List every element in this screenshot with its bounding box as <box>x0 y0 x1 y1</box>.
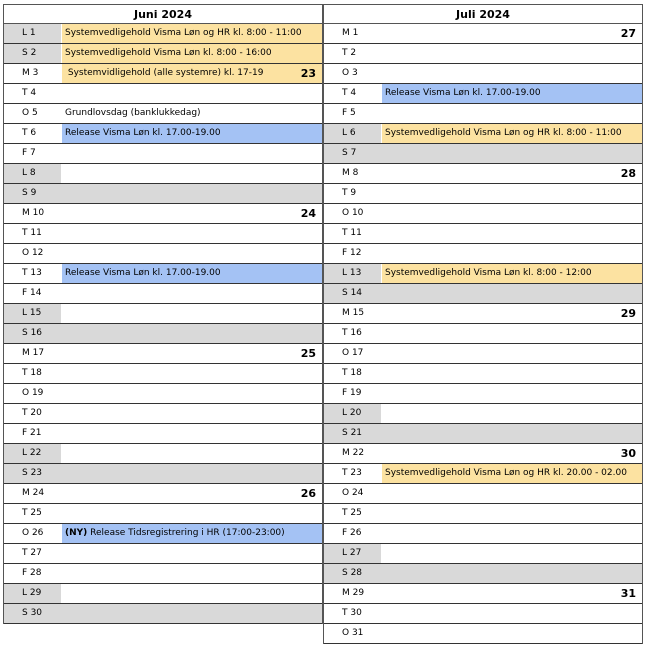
day-row <box>324 464 642 484</box>
week-number: 27 <box>620 27 636 40</box>
day-label: L 6 <box>324 124 381 143</box>
day-label: M 1 <box>342 28 359 38</box>
day-row <box>324 324 642 344</box>
day-row <box>4 244 322 264</box>
day-label: T 30 <box>342 608 362 618</box>
day-rows <box>4 24 322 624</box>
day-label: T 25 <box>342 508 362 518</box>
day-row <box>4 224 322 244</box>
day-label: T 23 <box>342 468 362 478</box>
day-label: L 13 <box>324 264 381 283</box>
day-label: F 7 <box>22 148 36 158</box>
event-text: Systemvedligehold Visma Løn og HR kl. 8:00 - 11:00 <box>65 28 302 38</box>
day-label: L 29 <box>4 584 61 603</box>
event[interactable] <box>62 104 322 123</box>
day-row <box>324 604 642 624</box>
day-row <box>4 584 322 604</box>
week-number: 23 <box>300 67 316 80</box>
event-text: Release Visma Løn kl. 17.00-19.00 <box>385 88 541 98</box>
day-row <box>324 24 642 44</box>
month-title: Juli 2024 <box>324 4 642 24</box>
day-row <box>4 284 322 304</box>
day-row <box>4 444 322 464</box>
day-row <box>4 24 322 44</box>
day-row <box>324 244 642 264</box>
day-label: L 8 <box>4 164 61 183</box>
day-row <box>324 64 642 84</box>
day-row <box>4 464 322 484</box>
day-label: T 6 <box>22 128 37 138</box>
day-row <box>4 604 322 624</box>
event-text: Grundlovsdag (banklukkedag) <box>65 108 201 118</box>
day-label: M 10 <box>22 208 45 218</box>
event-text: Release Tidsregistrering i HR (17:00-23:00) <box>87 528 285 538</box>
day-row <box>4 324 322 344</box>
event[interactable] <box>382 124 642 143</box>
day-row <box>4 124 322 144</box>
day-label: S 16 <box>4 324 61 343</box>
day-row <box>4 404 322 424</box>
day-label: T 9 <box>342 188 357 198</box>
day-row <box>4 264 322 284</box>
day-label: F 28 <box>22 568 42 578</box>
day-row <box>324 264 642 284</box>
day-label: S 28 <box>324 564 381 583</box>
day-label: F 26 <box>342 528 362 538</box>
day-label: S 7 <box>324 144 381 163</box>
event[interactable] <box>62 24 322 43</box>
day-row <box>4 64 322 84</box>
event[interactable] <box>62 44 322 63</box>
event-text: Systemvedligehold Visma Løn og HR kl. 20.00 - 02.00 <box>385 468 627 478</box>
week-number: 26 <box>300 487 316 500</box>
day-row <box>4 564 322 584</box>
event[interactable] <box>382 84 642 103</box>
day-label: S 9 <box>4 184 61 203</box>
week-number: 24 <box>300 207 316 220</box>
day-row <box>324 144 642 164</box>
event-text: Systemvedligehold Visma Løn kl. 8:00 - 12:00 <box>385 268 592 278</box>
event-text: Release Visma Løn kl. 17.00-19.00 <box>65 128 221 138</box>
day-label: S 14 <box>324 284 381 303</box>
day-rows <box>324 24 642 644</box>
day-label: M 17 <box>22 348 45 358</box>
day-row <box>4 344 322 364</box>
day-label: F 12 <box>342 248 362 258</box>
day-row <box>4 504 322 524</box>
day-label: O 24 <box>342 488 364 498</box>
week-number: 29 <box>620 307 636 320</box>
day-row <box>324 304 642 324</box>
day-row <box>4 484 322 504</box>
day-label: T 11 <box>342 228 362 238</box>
day-row <box>324 384 642 404</box>
day-row <box>324 44 642 64</box>
day-row <box>324 124 642 144</box>
day-label: T 11 <box>22 228 42 238</box>
day-label: M 29 <box>342 588 365 598</box>
day-row <box>4 184 322 204</box>
day-label: T 13 <box>22 268 42 278</box>
day-row <box>324 444 642 464</box>
day-row <box>4 44 322 64</box>
event[interactable] <box>382 464 642 483</box>
day-row <box>324 184 642 204</box>
day-row <box>4 84 322 104</box>
month-title: Juni 2024 <box>4 4 322 24</box>
day-row <box>4 304 322 324</box>
day-label: F 5 <box>342 108 356 118</box>
day-label: T 27 <box>22 548 42 558</box>
day-row <box>324 524 642 544</box>
day-row <box>4 524 322 544</box>
day-label: T 20 <box>22 408 42 418</box>
day-row <box>324 484 642 504</box>
day-label: M 15 <box>342 308 365 318</box>
day-row <box>4 204 322 224</box>
day-label: M 8 <box>342 168 359 178</box>
day-row <box>4 544 322 564</box>
day-label: O 12 <box>22 248 44 258</box>
day-label: S 30 <box>4 604 61 623</box>
day-label: T 4 <box>342 88 357 98</box>
event-tag: (NY) <box>65 528 88 538</box>
day-row <box>324 624 642 644</box>
day-label: M 24 <box>22 488 45 498</box>
calendar-june <box>3 4 323 624</box>
day-row <box>324 204 642 224</box>
event[interactable] <box>62 524 322 543</box>
day-label: O 3 <box>342 68 358 78</box>
day-label: T 16 <box>342 328 362 338</box>
day-label: T 18 <box>22 368 42 378</box>
day-row <box>4 384 322 404</box>
event[interactable] <box>62 124 322 143</box>
day-label: F 19 <box>342 388 362 398</box>
day-label: M 22 <box>342 448 365 458</box>
week-number: 28 <box>620 167 636 180</box>
day-row <box>324 564 642 584</box>
day-row <box>4 364 322 384</box>
day-row <box>324 424 642 444</box>
event-text: Release Visma Løn kl. 17.00-19.00 <box>65 268 221 278</box>
day-label: L 1 <box>4 24 61 43</box>
day-row <box>324 224 642 244</box>
day-label: T 25 <box>22 508 42 518</box>
event-text: Systemvedligehold Visma Løn kl. 8:00 - 16:00 <box>65 48 272 58</box>
day-label: T 18 <box>342 368 362 378</box>
day-row <box>4 424 322 444</box>
calendar-july <box>323 4 643 644</box>
day-label: O 5 <box>22 108 38 118</box>
day-row <box>324 284 642 304</box>
day-row <box>324 544 642 564</box>
day-row <box>324 84 642 104</box>
day-label: M 3 <box>22 68 39 78</box>
day-row <box>324 104 642 124</box>
day-row <box>324 404 642 424</box>
day-row <box>4 104 322 124</box>
day-row <box>324 584 642 604</box>
day-label: L 27 <box>324 544 381 563</box>
week-number: 25 <box>300 347 316 360</box>
day-label: L 20 <box>324 404 381 423</box>
week-number: 30 <box>620 447 636 460</box>
day-label: S 23 <box>4 464 61 483</box>
week-number: 31 <box>620 587 636 600</box>
day-row <box>324 164 642 184</box>
day-label: O 10 <box>342 208 364 218</box>
day-row <box>4 144 322 164</box>
day-row <box>324 364 642 384</box>
day-label: T 4 <box>22 88 37 98</box>
day-row <box>4 164 322 184</box>
day-label: S 21 <box>324 424 381 443</box>
day-label: T 2 <box>342 48 357 58</box>
day-label: L 15 <box>4 304 61 323</box>
day-label: O 26 <box>22 528 44 538</box>
day-label: O 17 <box>342 348 364 358</box>
event[interactable] <box>62 264 322 283</box>
day-label: F 14 <box>22 288 42 298</box>
day-label: O 19 <box>22 388 44 398</box>
day-row <box>324 504 642 524</box>
day-label: O 31 <box>342 628 364 638</box>
day-label: L 22 <box>4 444 61 463</box>
day-label: S 2 <box>4 44 61 63</box>
day-label: F 21 <box>22 428 42 438</box>
day-row <box>324 344 642 364</box>
event-text: Systemvidligehold (alle systemre) kl. 17-19 <box>65 68 264 78</box>
event[interactable] <box>62 64 322 83</box>
event[interactable] <box>382 264 642 283</box>
event-text: Systemvedligehold Visma Løn og HR kl. 8:00 - 11:00 <box>385 128 622 138</box>
